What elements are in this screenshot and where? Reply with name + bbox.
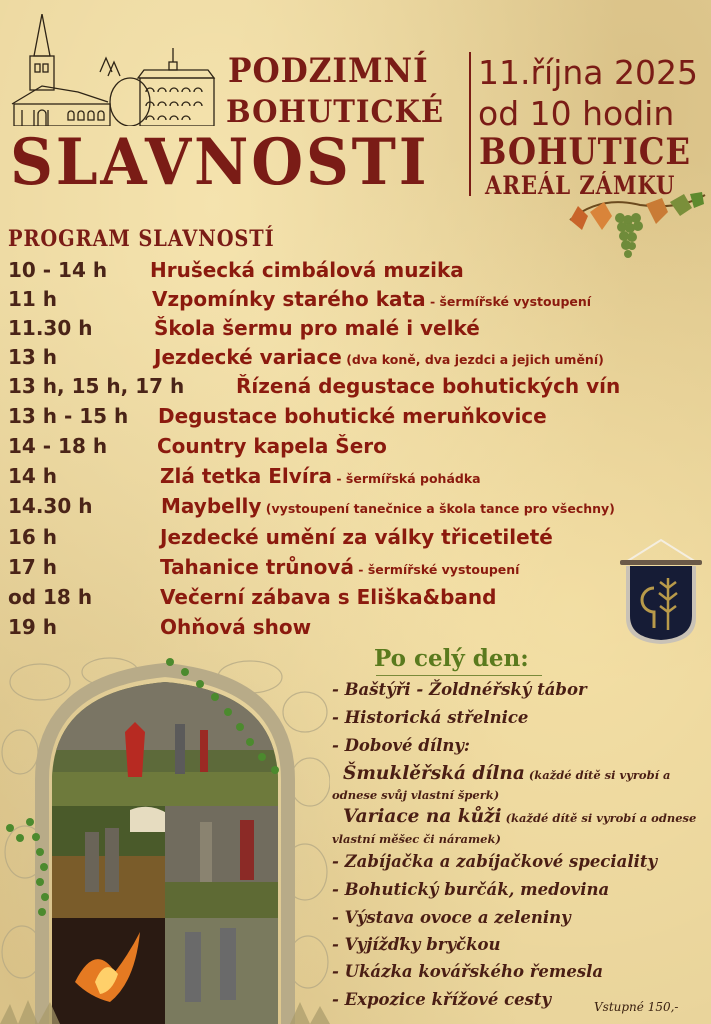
all-day-underline [376,675,542,676]
program-row [0,525,711,554]
program-row [0,585,711,614]
event-date: 11.října 2025 [478,53,698,92]
all-day-heading: Po celý den: [374,645,529,672]
program-time: 17 h [8,555,58,579]
program-event: Hrušecká cimbálová muzika [150,258,464,282]
program-time: 14.30 h [8,494,93,518]
program-row [0,494,711,523]
program-event: Řízená degustace bohutických vín [236,374,621,398]
program-event: Večerní zábava s Eliška&band [160,585,497,609]
program-row [0,615,711,644]
grapevine-icon [560,190,710,265]
program-event: Country kapela Šero [157,434,387,458]
program-event: Degustace bohutické meruňkovice [158,404,547,428]
header-divider [469,52,471,196]
program-time: 13 h [8,345,58,369]
all-day-item: - Baštýři - Žoldnéřský tábor [332,680,587,699]
village-sketch-illustration [8,14,218,126]
program-time: 10 - 14 h [8,258,108,282]
program-row [0,316,711,345]
title-line-podzimni: PODZIMNÍ [228,51,429,91]
all-day-item: - Bohutický burčák, medovina [332,880,610,899]
all-day-item: - Zabíjačka a zabíjačkové speciality [332,852,658,871]
program-note: - šermířská pohádka [332,471,481,486]
program-event: Tahanice trůnová - šermířské vystoupení [160,555,520,579]
entry-fee: Vstupné 150,- [594,1000,679,1014]
program-time: 14 - 18 h [8,434,108,458]
workshop-item [343,806,696,827]
title-line-bohuticke: BOHUTICKÉ [226,94,445,130]
event-venue: AREÁL ZÁMKU [485,171,676,200]
program-row [0,434,711,463]
festival-photo-collage [0,652,330,1024]
program-note: (dva koně, dva jezdci a jejich umění) [341,352,604,367]
program-time: 13 h, 15 h, 17 h [8,374,185,398]
workshop-note-cont: vlastní měšec či náramek) [332,832,501,846]
event-start-time: od 10 hodin [478,94,675,133]
workshop-note: (každé dítě si vyrobí a [524,768,671,782]
program-event: Jezdecké variace (dva koně, dva jezdci a jejich umění) [154,345,604,369]
program-row [0,345,711,374]
program-time: 11.30 h [8,316,93,340]
program-event: Vzpomínky starého kata - šermířské vystoupení [152,287,592,311]
program-time: 14 h [8,464,58,488]
coat-of-arms-banner-icon [618,538,704,646]
program-time: 16 h [8,525,58,549]
title-line-slavnosti: SLAVNOSTI [10,125,430,200]
program-note: - šermířské vystoupení [425,294,592,309]
program-event: Ohňová show [160,615,312,639]
program-row [0,404,711,433]
program-event: Škola šermu pro malé i velké [154,316,480,340]
all-day-item: - Expozice křížové cesty [332,990,552,1009]
program-note: - šermířské vystoupení [353,562,520,577]
all-day-item: - Ukázka kovářského řemesla [332,962,604,981]
workshop-note-cont: odnese svůj vlastní šperk) [332,788,500,802]
workshop-title: Variace na kůži [343,806,502,827]
workshop-title: Šmuklěřská dílna [343,763,525,784]
all-day-item: - Výstava ovoce a zeleniny [332,908,571,927]
program-event: Maybelly (vystoupení tanečnice a škola tance pro všechny) [161,494,615,518]
program-row [0,258,711,287]
workshop-note: (každé dítě si vyrobí a odnese [501,811,697,825]
program-time: 19 h [8,615,58,639]
program-time: 11 h [8,287,58,311]
program-heading: PROGRAM SLAVNOSTÍ [8,226,275,252]
program-row [0,555,711,584]
program-time: 13 h - 15 h [8,404,129,428]
all-day-item: - Vyjížďky bryčkou [332,935,501,954]
program-time: od 18 h [8,585,93,609]
program-row [0,374,711,403]
all-day-item: - Historická střelnice [332,708,529,727]
program-row [0,464,711,493]
program-note: (vystoupení tanečnice a škola tance pro všechny) [261,501,615,516]
program-event: Zlá tetka Elvíra - šermířská pohádka [160,464,481,488]
workshop-item [343,763,670,784]
event-place: BOHUTICE [479,131,692,173]
all-day-item: - Dobové dílny: [332,736,471,755]
program-event: Jezdecké umění za války třicetileté [160,525,553,549]
program-row [0,287,711,316]
